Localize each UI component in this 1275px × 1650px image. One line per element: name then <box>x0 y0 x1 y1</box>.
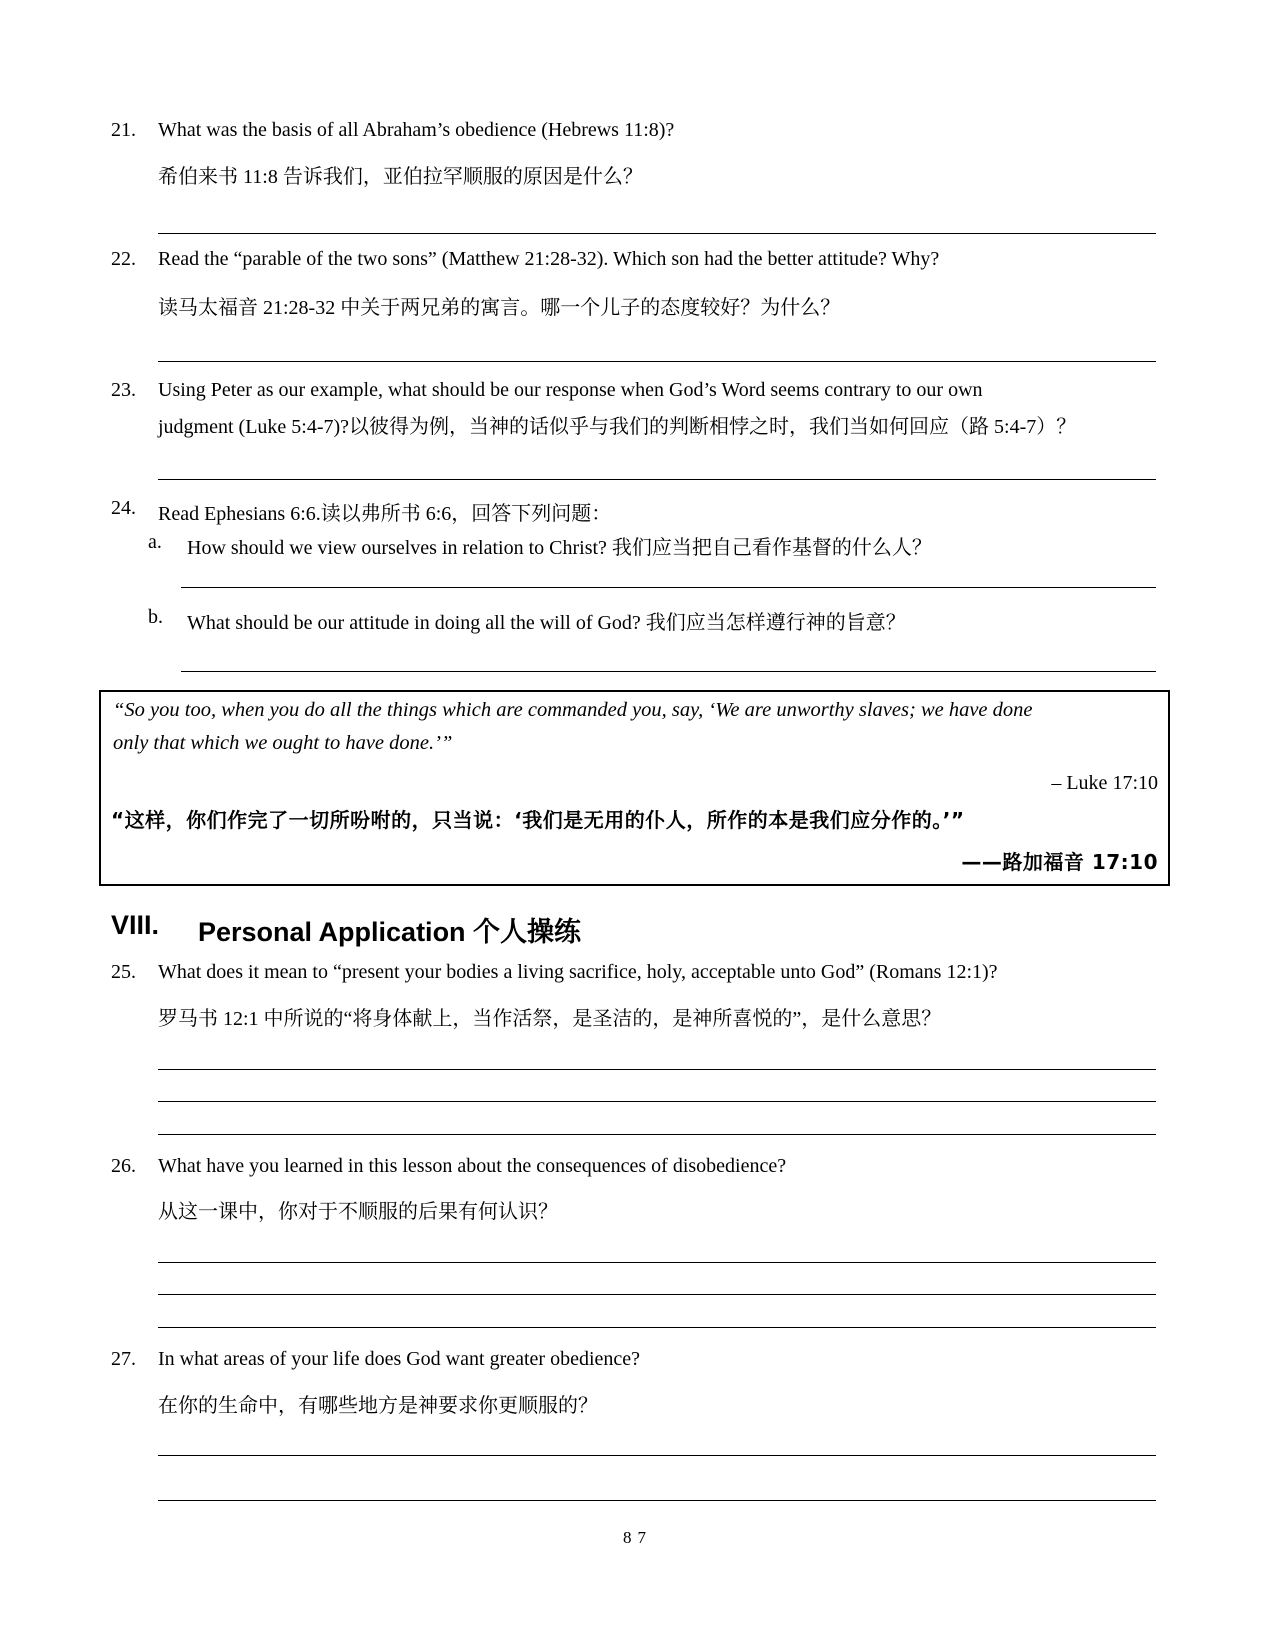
question-26-chinese: 从这一课中，你对于不顺服的后果有何认识？ <box>158 1201 558 1223</box>
question-number: 27. <box>111 1348 136 1370</box>
answer-line[interactable] <box>181 671 1156 672</box>
quote-english-line2: only that which we ought to have done.’” <box>113 732 453 754</box>
answer-line[interactable] <box>158 1101 1156 1102</box>
question-number: 22. <box>111 248 136 270</box>
question-23-text-line1: Using Peter as our example, what should be our response when God’s Word seems contrary to our own <box>158 379 983 401</box>
question-23-text-line2: judgment (Luke 5:4-7)?以彼得为例，当神的话似乎与我们的判断相悖之时，我们当如何回应（路 5:4-7）？ <box>158 416 1077 438</box>
question-24b-text: What should be our attitude in doing all the will of God? 我们应当怎样遵行神的旨意？ <box>187 612 906 634</box>
answer-line[interactable] <box>158 1294 1156 1295</box>
question-27-text: In what areas of your life does God want greater obedience? <box>158 1348 641 1370</box>
answer-line[interactable] <box>158 233 1156 234</box>
answer-line[interactable] <box>181 587 1156 588</box>
question-number: 25. <box>111 961 136 983</box>
answer-line[interactable] <box>158 361 1156 362</box>
quote-chinese-text: “这样，你们作完了一切所吩咐的，只当说：‘我们是无用的仆人，所作的本是我们应分作的。’” <box>111 808 965 832</box>
question-22-chinese: 读马太福音 21:28-32 中关于两兄弟的寓言。哪一个儿子的态度较好？为什么？ <box>158 297 841 319</box>
question-21-chinese: 希伯来书 11:8 告诉我们，亚伯拉罕顺服的原因是什么？ <box>158 166 643 188</box>
quote-english-line1: “So you too, when you do all the things which are commanded you, say, ‘We are unworthy slaves; we have done <box>113 699 1033 721</box>
question-24-intro: Read Ephesians 6:6.读以弗所书 6:6，回答下列问题： <box>158 503 612 525</box>
question-number: 24. <box>111 497 136 519</box>
answer-line[interactable] <box>158 1134 1156 1135</box>
answer-line[interactable] <box>158 479 1156 480</box>
sub-question-letter: b. <box>148 606 163 628</box>
sub-question-letter: a. <box>148 531 162 553</box>
question-25-chinese: 罗马书 12:1 中所说的“将身体献上，当作活祭，是圣洁的，是神所喜悦的”，是什么意思？ <box>158 1008 942 1030</box>
answer-line[interactable] <box>158 1500 1156 1501</box>
question-25-text: What does it mean to “present your bodies a living sacrifice, holy, acceptable unto God” (Romans 12:1)? <box>158 961 998 983</box>
question-21-text: What was the basis of all Abraham’s obedience (Hebrews 11:8)? <box>158 119 675 141</box>
question-27-chinese: 在你的生命中，有哪些地方是神要求你更顺服的？ <box>158 1395 598 1417</box>
scripture-quote-box <box>99 690 1170 886</box>
question-26-text: What have you learned in this lesson about the consequences of disobedience? <box>158 1155 787 1177</box>
answer-line[interactable] <box>158 1327 1156 1328</box>
section-title: Personal Application 个人操练 <box>198 917 582 947</box>
question-number: 26. <box>111 1155 136 1177</box>
answer-line[interactable] <box>158 1455 1156 1456</box>
question-22-text: Read the “parable of the two sons” (Matthew 21:28-32). Which son had the better attitude? Why? <box>158 248 940 270</box>
question-number: 23. <box>111 379 136 401</box>
question-24a-text: How should we view ourselves in relation to Christ? 我们应当把自己看作基督的什么人？ <box>187 537 932 559</box>
answer-line[interactable] <box>158 1069 1156 1070</box>
section-numeral: VIII. <box>111 910 160 940</box>
question-number: 21. <box>111 119 136 141</box>
answer-line[interactable] <box>158 1262 1156 1263</box>
page-number: 87 <box>623 1528 652 1547</box>
quote-chinese-reference: ——路加福音 17:10 <box>961 850 1158 874</box>
quote-english-reference: – Luke 17:10 <box>1051 772 1158 794</box>
